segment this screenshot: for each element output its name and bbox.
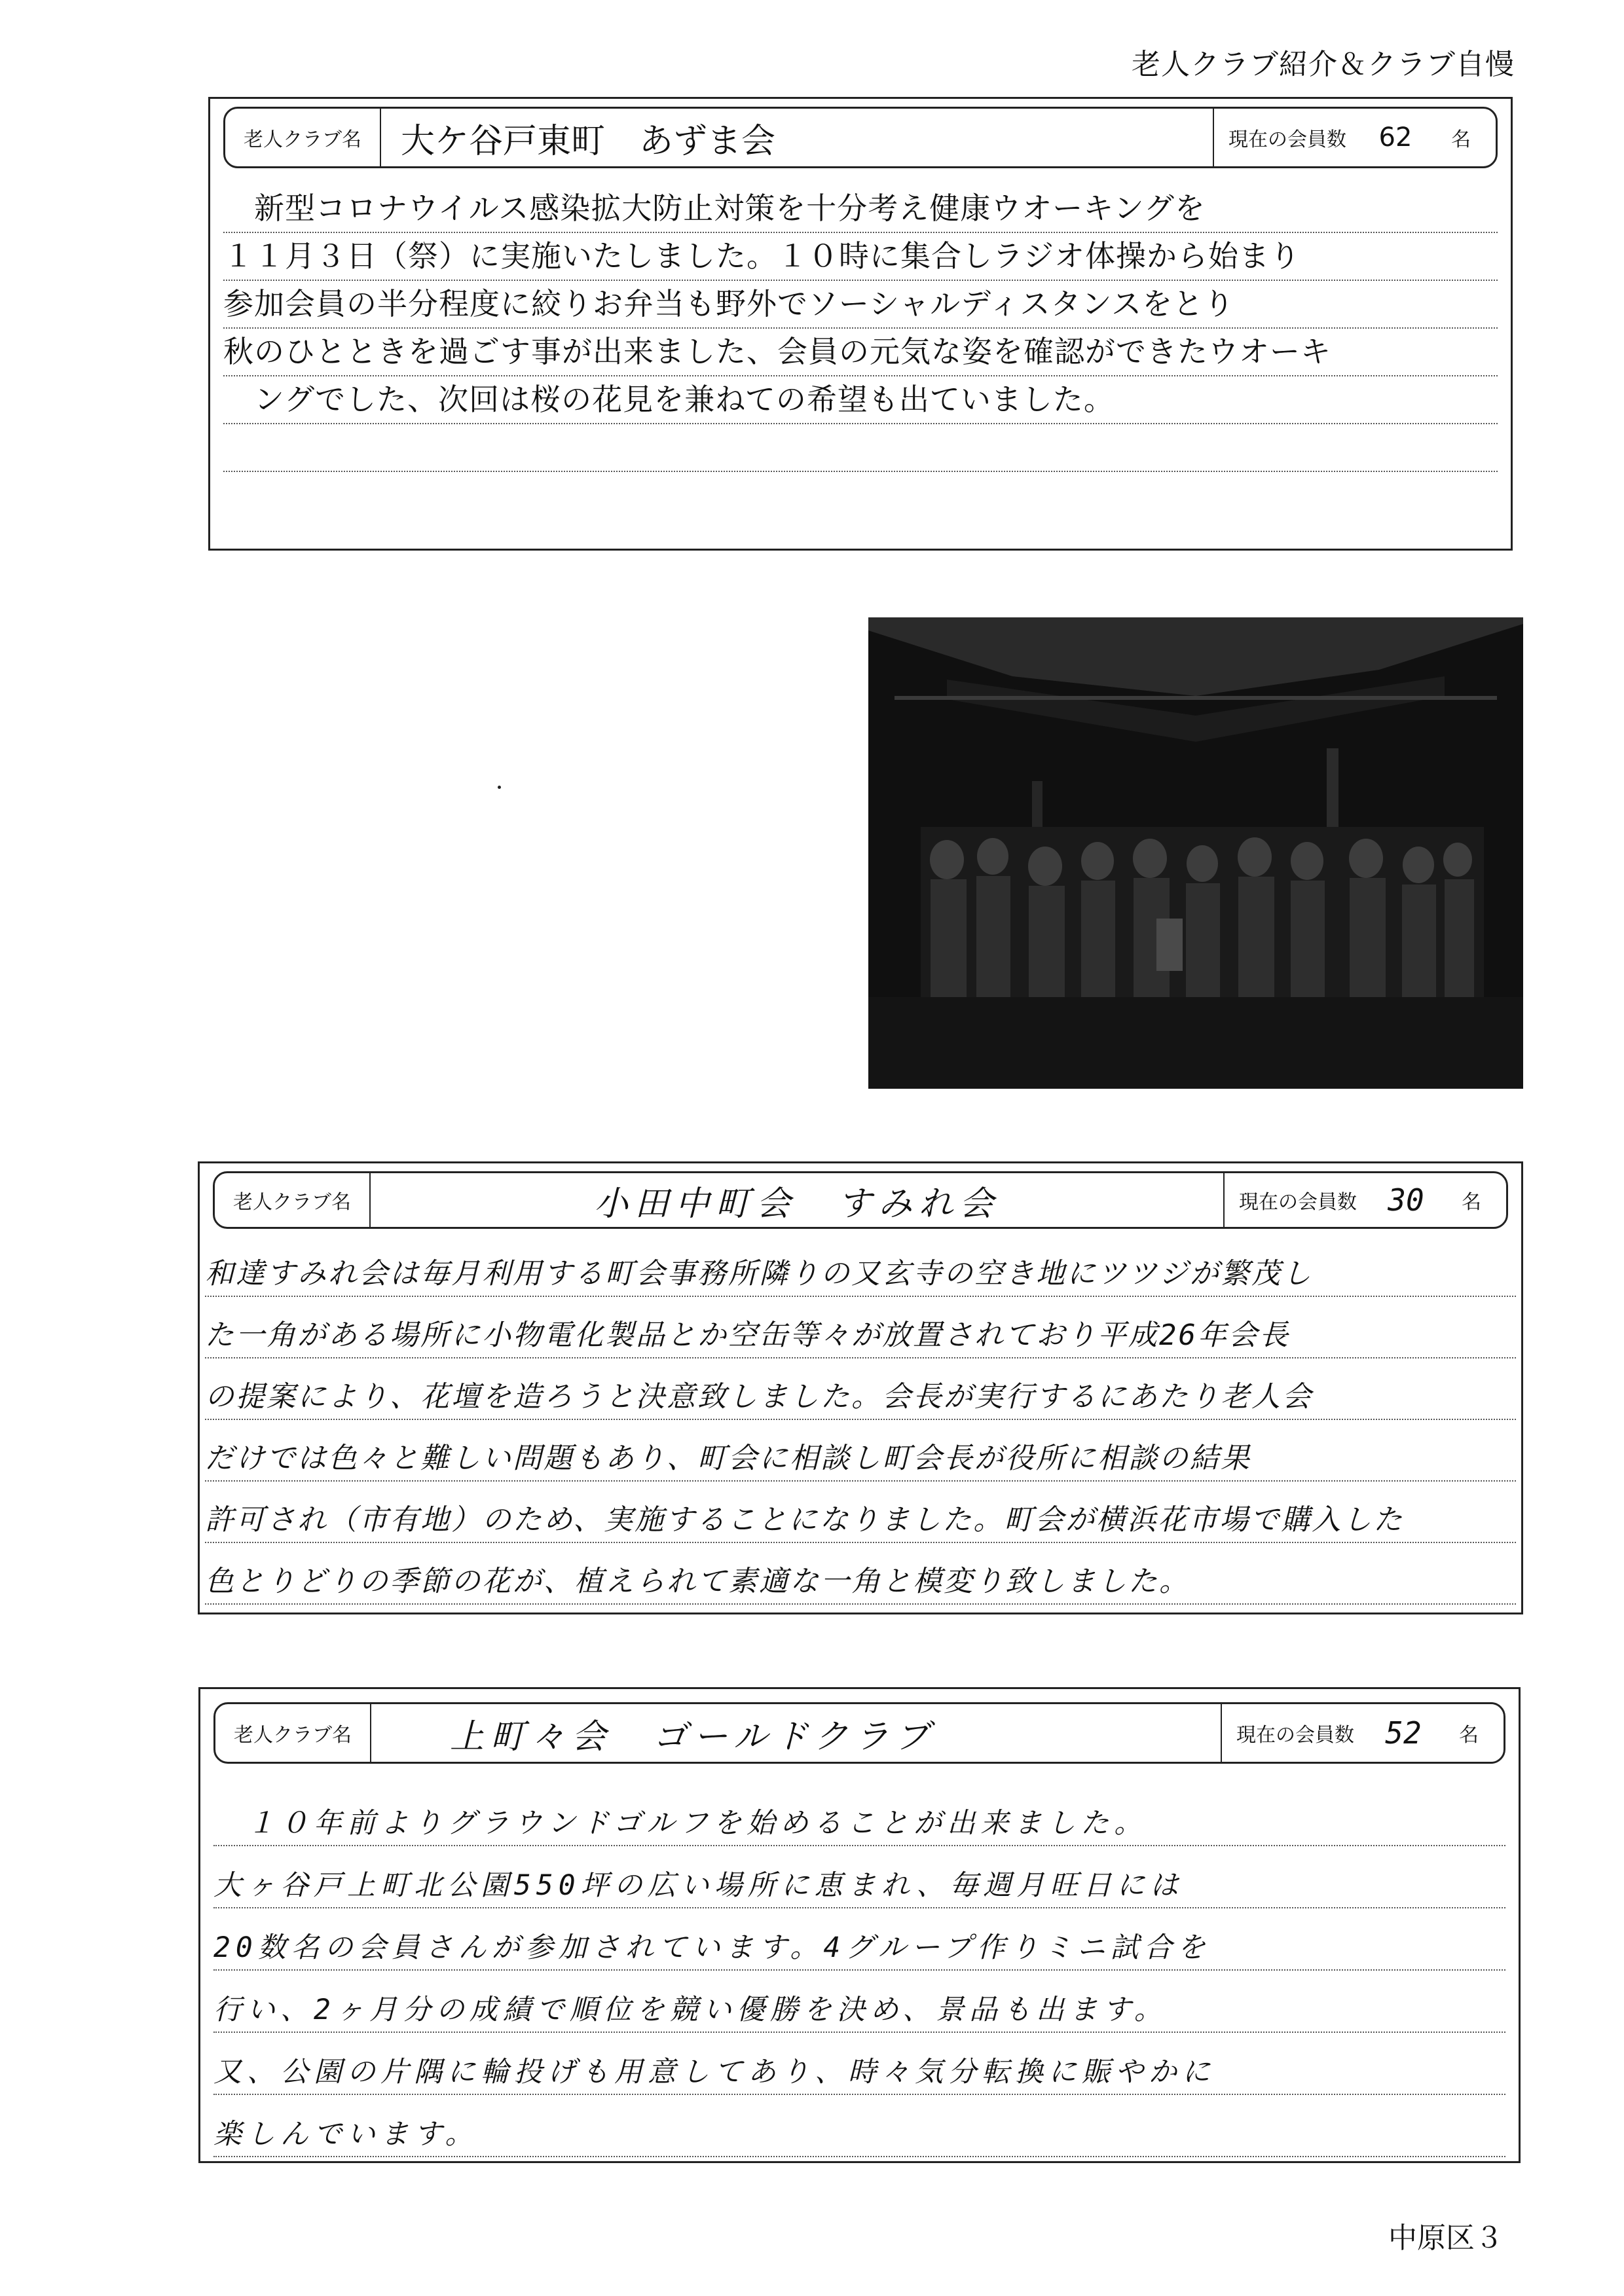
club-description <box>223 185 1498 472</box>
club-card-header <box>213 1702 1505 1764</box>
description-line: の提案により、花壇を造ろうと決意致しました。会長が実行するにあたり老人会 <box>205 1358 1516 1420</box>
description-line: 楽しんでいます。 <box>213 2095 1505 2157</box>
club-name-label: 老人クラブ名 <box>215 1704 371 1762</box>
club-description <box>213 1784 1505 2157</box>
club-name-value: 大ケ谷戸東町 あずま会 <box>381 109 1214 166</box>
club-name-label: 老人クラブ名 <box>215 1173 371 1227</box>
club-card-goldclub <box>198 1687 1521 2163</box>
description-line: 新型コロナウイルス感染拡大防止対策を十分考え健康ウオーキングを <box>223 185 1498 233</box>
description-line: 和達すみれ会は毎月利用する町会事務所隣りの又玄寺の空き地にツツジが繁茂し <box>205 1235 1516 1297</box>
description-line: ングでした、次回は桜の花見を兼ねての希望も出ていました。 <box>223 376 1498 424</box>
description-line: 20数名の会員さんが参加されています。4グループ作りミニ試合を <box>213 1908 1505 1971</box>
member-count-label: 現在の会員数 <box>1239 1191 1357 1214</box>
club-description <box>205 1235 1516 1605</box>
member-count-unit: 名 <box>1451 128 1471 151</box>
description-line: 許可され（市有地）のため、実施することになりました。町会が横浜花市場で購入した <box>205 1482 1516 1543</box>
description-line: 色とりどりの季節の花が、植えられて素適な一角と模変り致しました。 <box>205 1543 1516 1605</box>
member-count-field <box>1222 1704 1504 1762</box>
member-count-unit: 名 <box>1462 1191 1481 1214</box>
member-count-value: 62 <box>1378 122 1412 153</box>
page-footer: 中原区３ <box>1388 2221 1504 2255</box>
page-header-title: 老人クラブ紹介＆クラブ自慢 <box>1132 48 1515 81</box>
description-line: 又、公園の片隅に輪投げも用意してあり、時々気分転換に賑やかに <box>213 2033 1505 2095</box>
club-card-azumakai <box>208 97 1513 551</box>
club-name-value: 上町々会 ゴールドクラブ <box>371 1704 1222 1762</box>
description-line: だけでは色々と難しい問題もあり、町会に相談し町会長が役所に相談の結果 <box>205 1420 1516 1482</box>
description-line <box>223 424 1498 472</box>
description-line: 大ヶ谷戸上町北公園550坪の広い場所に恵まれ、毎週月旺日には <box>213 1846 1505 1908</box>
club-card-header <box>213 1171 1508 1229</box>
stray-mark <box>498 786 501 789</box>
member-count-label: 現在の会員数 <box>1236 1724 1354 1747</box>
description-line: 秋のひとときを過ごす事が出来ました、会員の元気な姿を確認ができたウオーキ <box>223 329 1498 376</box>
member-count-unit: 名 <box>1459 1724 1479 1747</box>
club-name-label: 老人クラブ名 <box>225 109 381 166</box>
member-count-value: 30 <box>1388 1182 1424 1218</box>
member-count-value: 52 <box>1385 1715 1422 1751</box>
member-count-field <box>1214 109 1496 166</box>
description-line: １０年前よりグラウンドゴルフを始めることが出来ました。 <box>213 1784 1505 1846</box>
club-name-value: 小田中町会 すみれ会 <box>371 1173 1225 1227</box>
event-photo-illustration <box>868 617 1523 1089</box>
description-line: 行い、2ヶ月分の成績で順位を競い優勝を決め、景品も出ます。 <box>213 1971 1505 2033</box>
description-line: １１月３日（祭）に実施いたしました。１０時に集合しラジオ体操から始まり <box>223 233 1498 281</box>
event-photo <box>868 617 1523 1089</box>
member-count-label: 現在の会員数 <box>1228 128 1346 151</box>
club-card-header <box>223 107 1498 168</box>
club-card-sumirekai <box>198 1161 1523 1614</box>
description-line: 参加会員の半分程度に絞りお弁当も野外でソーシャルディスタンスをとり <box>223 281 1498 329</box>
description-line: た一角がある場所に小物電化製品とか空缶等々が放置されており平成26年会長 <box>205 1297 1516 1358</box>
member-count-field <box>1225 1173 1506 1227</box>
